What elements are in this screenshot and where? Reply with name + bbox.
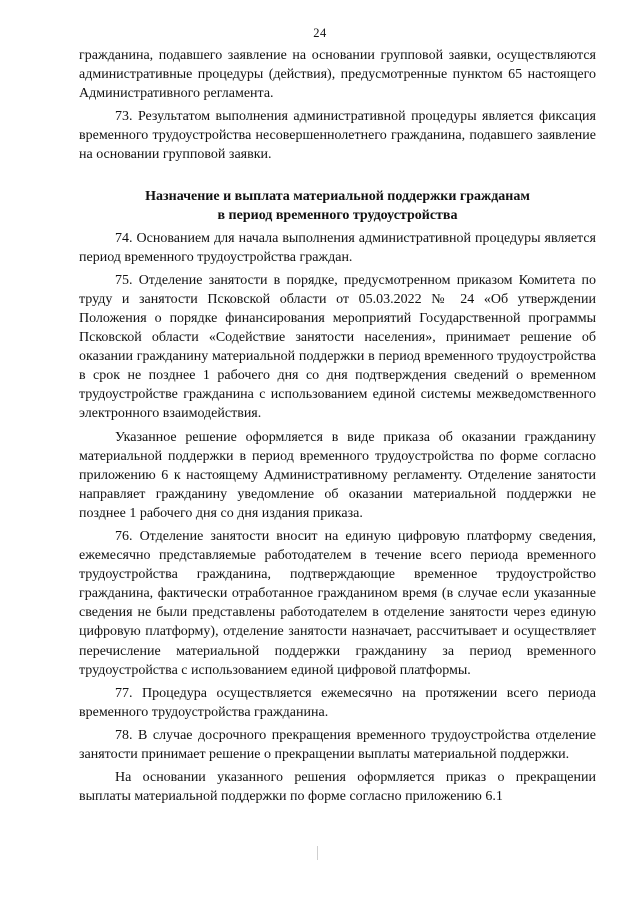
paragraph-76: 76. Отделение занятости вносит на единую цифровую платформу сведения, ежемесячно представляемые работодателем в течение всего периода временного трудоустройства гражданина, подтверждающие временное трудоустройство гражданина, фактически отработанное гражданином время (в случае если указанные сведения не были представлены работодателем в отделение занятости через единую цифровую платформу), отделение занятости назначает, рассчитывает и осуществляет перечисление материальной поддержки гражданину за период временного трудоустройства с использованием единой цифровой платформы. — [79, 528, 596, 678]
document-body — [79, 46, 596, 810]
paragraph-75-decision: Указанное решение оформляется в виде приказа об оказании гражданину материальной поддержки в период временного трудоустройства по форме согласно приложению 6 к настоящему Административному регламенту. Отделение занятости направляет гражданину уведомление об оказании материальной поддержки не позднее 1 рабочего дня со дня издания приказа. — [79, 429, 596, 521]
section-heading-line-1: Назначение и выплата материальной поддержки гражданам — [145, 188, 530, 204]
page-number: 24 — [313, 26, 327, 40]
scan-artifact-mark — [317, 846, 318, 860]
paragraph-74: 74. Основанием для начала выполнения административной процедуры является период временного трудоустройства граждан. — [79, 230, 596, 265]
paragraph-75: 75. Отделение занятости в порядке, предусмотренном приказом Комитета по труду и занятости Псковской области от 05.03.2022 № 24 «Об утверждении Положения о порядке финансирования мероприятий Государственной программы Псковской области «Содействие занятости населения», принимает решение об оказании гражданину материальной поддержки в период временного трудоустройства в срок не позднее 1 рабочего дня со дня подтверждения сведений о временном трудоустройстве гражданина с использованием единой системы межведомственного электронного взаимодействия. — [79, 272, 596, 422]
paragraph-78-order: На основании указанного решения оформляется приказ о прекращении выплаты материальной поддержки по форме согласно приложению 6.1 — [79, 770, 596, 805]
section-heading — [79, 187, 596, 226]
paragraph-77: 77. Процедура осуществляется ежемесячно на протяжении всего периода временного трудоустройства гражданина. — [79, 685, 596, 720]
paragraph-78: 78. В случае досрочного прекращения временного трудоустройства отделение занятости принимает решение о прекращении выплаты материальной поддержки. — [79, 727, 596, 762]
paragraph-continuation: гражданина, подавшего заявление на основании групповой заявки, осуществляются административные процедуры (действия), предусмотренные пунктом 65 настоящего Административного регламента. — [79, 48, 596, 102]
paragraph-73: 73. Результатом выполнения административной процедуры является фиксация временного трудоустройства несовершеннолетнего гражданина, подавшего заявление на основании групповой заявки. — [79, 109, 596, 163]
section-heading-line-2: в период временного трудоустройства — [217, 208, 458, 224]
